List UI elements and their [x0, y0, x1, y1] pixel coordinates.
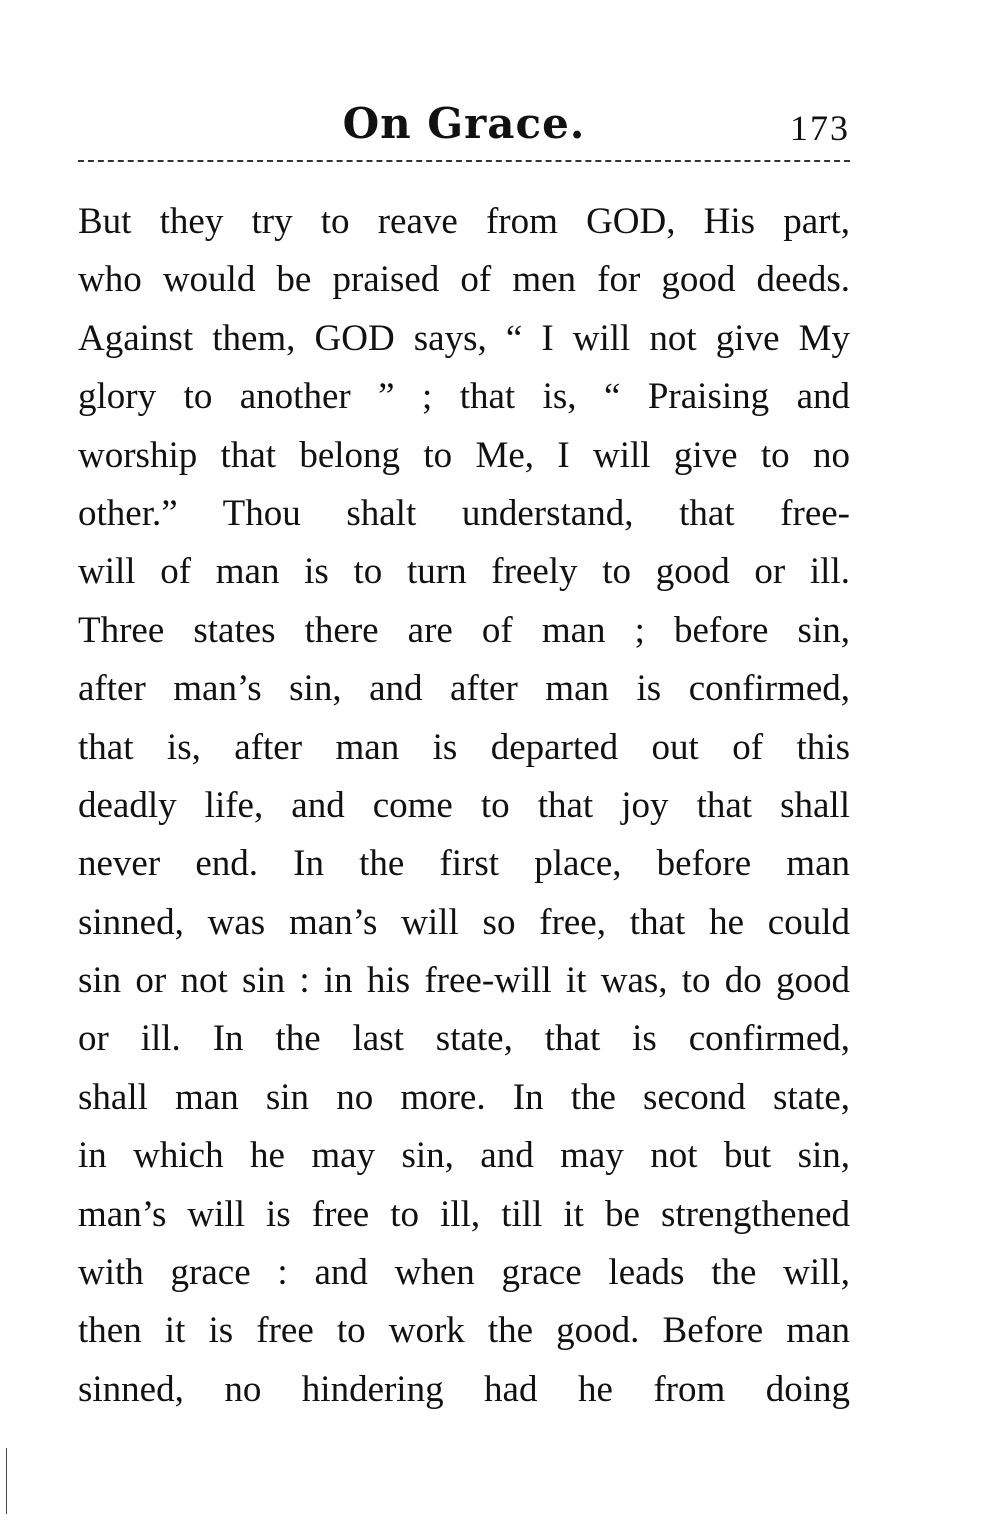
body-text	[78, 193, 850, 1419]
text-line: after man’s sin, and after man is confirmed,	[78, 668, 850, 710]
text-line: who would be praised of men for good deeds.	[78, 259, 850, 301]
margin-mark	[6, 1448, 7, 1514]
text-line: in which he may sin, and may not but sin,	[78, 1135, 850, 1177]
text-line: sin or not sin : in his free-will it was, to do good	[78, 960, 850, 1002]
page-number: 173	[790, 108, 850, 148]
text-line: or ill. In the last state, that is confirmed,	[78, 1018, 850, 1060]
text-line: sinned, was man’s will so free, that he could	[78, 901, 850, 943]
header-rule	[78, 160, 850, 162]
text-line: Against them, GOD says, “ I will not give My	[78, 317, 850, 359]
text-line: worship that belong to Me, I will give to no	[78, 434, 850, 476]
text-line: glory to another ” ; that is, “ Praising and	[78, 376, 850, 418]
text-line: deadly life, and come to that joy that shall	[78, 784, 850, 826]
text-line: then it is free to work the good. Before man	[78, 1310, 850, 1352]
running-head	[78, 92, 850, 156]
running-title: On Grace.	[342, 99, 586, 148]
text-line: man’s will is free to ill, till it be strengthened	[78, 1193, 850, 1235]
text-line: with grace : and when grace leads the will,	[78, 1252, 850, 1294]
text-line: will of man is to turn freely to good or ill.	[78, 551, 850, 593]
text-line: Three states there are of man ; before sin,	[78, 609, 850, 651]
text-line: shall man sin no more. In the second state,	[78, 1076, 850, 1118]
text-line: sinned, no hindering had he from doing	[78, 1368, 850, 1410]
text-line: never end. In the first place, before man	[78, 843, 850, 885]
text-line: other.” Thou shalt understand, that free-	[78, 492, 850, 534]
text-line: that is, after man is departed out of this	[78, 726, 850, 768]
text-line: But they try to reave from GOD, His part,	[78, 201, 850, 242]
